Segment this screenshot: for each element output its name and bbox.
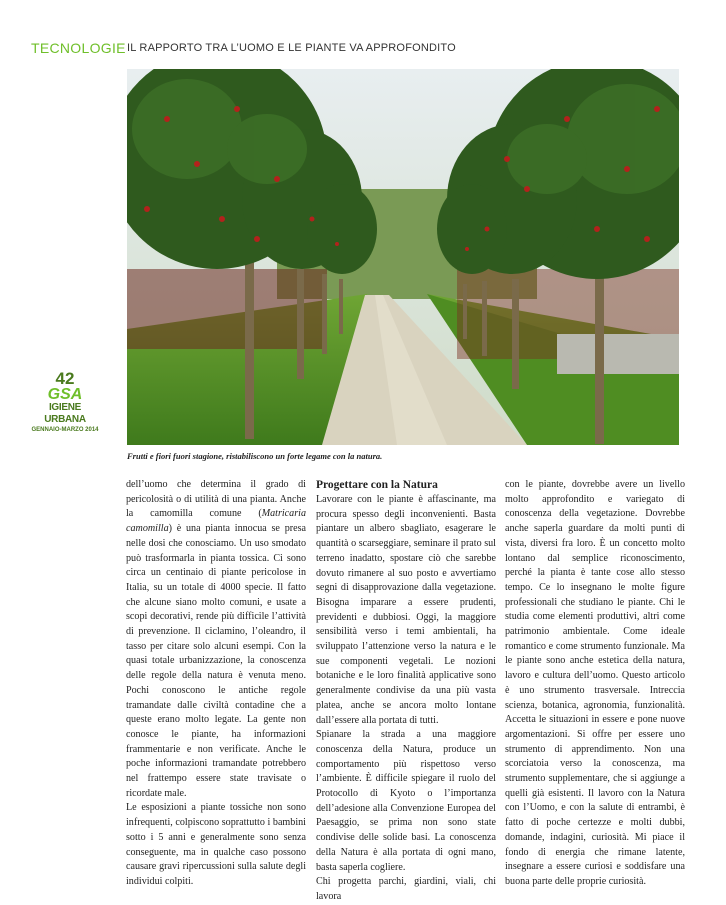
photo-caption: Frutti e fiori fuori stagione, ristabiliscono un forte legame con la natura. [127, 451, 383, 461]
article-column-3 [505, 478, 685, 890]
article-column-1 [126, 478, 306, 890]
paragraph: dell’uomo che determina il grado di pericolosità o di utilità di una pianta. Anche la camomilla comune (Matricaria camomilla) è una pianta innocua se presa nelle dosi che conosciamo. Un uso smodato può trasformarla in pianta tossica. Ci sono circa un centinaio di piante pericolose in Italia, su un totale di 4000 specie. Il fatto che alcune siano molto comuni, e usate a scopi decorativi, rende più difficile l’attività di prevenzione. Il ciclamino, l’oleandro, il tasso per citare solo alcuni esempi. Con la quasi totale urbanizzazione, la conoscenza delle regole della natura è venuta meno. Pochi conoscono le antiche regole tramandate dalle civiltà contadine che a queste erano molto legate. La gente non conosce le piante, ha informazioni frammentarie e non verificate. Anche le poche informazioni tramandate potrebbero nel frattempo essere state travisate o ricordate male. [126, 479, 306, 799]
page-number: 42 [55, 369, 75, 388]
page-header [31, 40, 696, 62]
paragraph: Chi progetta parchi, giardini, viali, chi lavora [316, 876, 496, 902]
section-tag: TECNOLOGIE [31, 40, 126, 56]
tree-lined-path-illustration [127, 69, 679, 445]
paragraph: Lavorare con le piante è affascinante, ma procura spesso degli inconvenienti. Basta piantare un albero sbagliato, esagerare le quantità o scarseggiare, seminare il prato sul terreno inadatto, spostare ciò che sarebbe dovuto rimanere al suo posto e avvertiamo segni di disapprovazione dalla vegetazione. Bisogna imparare a essere prudenti, previdenti e dubbiosi. Oggi, la maggiore sensibilità verso i temi ambientali, ha sviluppato l’attenzione verso la natura e le sue componenti vegetali. Le nozioni botaniche e le loro finalità applicative sono generalmente condivise da una più vasta platea, anche se ancora molto lontane dall’essere alla portata di tutti. [316, 494, 496, 726]
magazine-sidebar [30, 370, 100, 434]
paragraph: Le esposizioni a piante tossiche non sono infrequenti, colpiscono soprattutto i bambini sotto i 5 anni e generalmente sono senza conseguente, ma in qualche caso possono causare gravi ripercussioni sulla salute degli individui colpiti. [126, 802, 306, 887]
paragraph: Spianare la strada a una maggiore conoscenza della Natura, produce un comportamento più rispettoso verso l’ambiente. È difficile spiegare il ruolo del Protocollo di Kyoto o l’importanza dell’adesione alla Convenzione Europea del Paesaggio, se prima non sono state condivise delle solide basi. La conoscenza della Natura è alla portata di ogni mano, basta saperla cogliere. [316, 729, 496, 873]
italic-species-name: Matricaria camomilla [126, 508, 306, 535]
header-title: IL RAPPORTO TRA L’UOMO E LE PIANTE VA APPROFONDITO [127, 42, 456, 54]
issue-date: GENNAIO-MARZO 2014 [31, 427, 99, 433]
article-photo [127, 69, 679, 445]
article-column-2 [316, 478, 496, 905]
section-heading: Progettare con la Natura [316, 479, 438, 491]
paragraph: con le piante, dovrebbe avere un livello molto approfondito e variegato di conoscenza della vegetazione. Dovrebbe anche saperla guardare da molti punti di vista, diversi fra loro. È un concetto molto lontano dal semplice riconoscimento, perché la pianta è tante cose allo stesso tempo. Ce lo insegnano le molte figure professionali che studiano le piante. Chi le studia come elementi produttivi, altri come patrimonio ambientale. Come ideale romantico e come strumento funzionale. Ma le piante sono anche estetica della natura, lavoro e cultura dell’uomo. Questo articolo è uno strumento trasversale. Intreccia scienza, botanica, agronomia, funzionalità. Accetta le situazioni in essere e pone nuove argomentazioni. Si offre per essere uno strumento di apprendimento. Non una scorciatoia verso la conoscenza, ma strumento supplementare, che si aggiunge a quelli già esistenti. Il lavoro con la Natura con l’Uomo, e con la salute di entrambi, è fatto di poche certezze e molti dubbi, domande, indagini, curiosità. Mi piace il fondo di energia che rimane latente, insegnare a essere curiosi e soddisfare una buona parte delle proprie curiosità. [505, 479, 685, 887]
magazine-logo: GSA [47, 386, 83, 403]
magazine-subtitle: IGIENE URBANA [44, 402, 86, 425]
